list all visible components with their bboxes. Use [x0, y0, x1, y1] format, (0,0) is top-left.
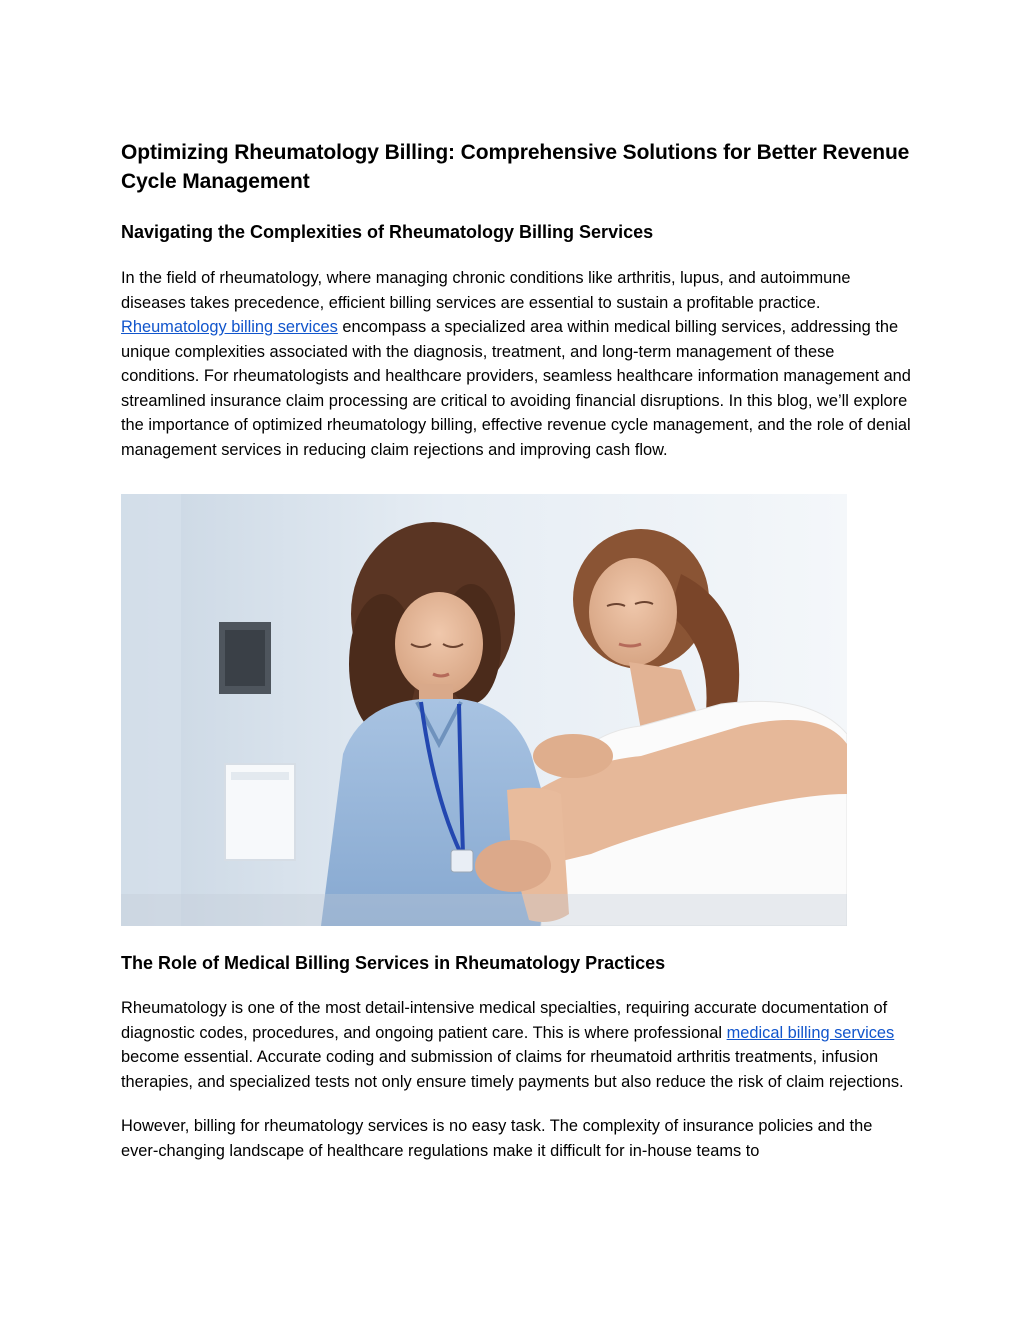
intro-text-before-link: In the field of rheumatology, where managing chronic conditions like arthritis, lupus, and autoimmune diseases takes precedence, efficient billing services are essential to sustain a profitable practice. [121, 269, 851, 312]
intro-text-after-link: encompass a specialized area within medical billing services, addressing the unique complexities associated with the diagnosis, treatment, and long-term management of these conditions. For rheumatologists and healthcare providers, seamless healthcare information management and streamlined insurance claim processing are critical to avoiding financial disruptions. In this blog, we’ll explore the importance of optimized rheumatology billing, effective revenue cycle management, and the role of denial management services in reducing claim rejections and improving cash flow. [121, 318, 911, 459]
role-paragraph [121, 996, 911, 1094]
role-text-before-link: Rheumatology is one of the most detail-intensive medical specialties, requiring accurate documentation of diagnostic codes, procedures, and ongoing patient care. This is where professional [121, 999, 888, 1042]
nurse-examining-patient-photo [121, 494, 847, 926]
rheumatology-billing-link[interactable]: Rheumatology billing services [121, 318, 338, 336]
document-page [121, 138, 911, 1163]
medical-billing-link[interactable]: medical billing services [726, 1023, 895, 1042]
document-title: Optimizing Rheumatology Billing: Comprehensive Solutions for Better Revenue Cycle Management [121, 141, 910, 193]
section-heading-role-of-billing: The Role of Medical Billing Services in Rheumatology Practices [121, 953, 666, 973]
role-text-after-link: become essential. Accurate coding and submission of claims for rheumatoid arthritis treatments, infusion therapies, and specialized tests not only ensure timely payments but also reduce the risk of claim rejections. [121, 1048, 904, 1091]
however-paragraph: However, billing for rheumatology services is no easy task. The complexity of insurance policies and the ever-changing landscape of healthcare regulations make it difficult for in-house teams to [121, 1117, 873, 1160]
intro-paragraph [121, 266, 911, 462]
section-heading-navigating: Navigating the Complexities of Rheumatology Billing Services [121, 222, 654, 242]
